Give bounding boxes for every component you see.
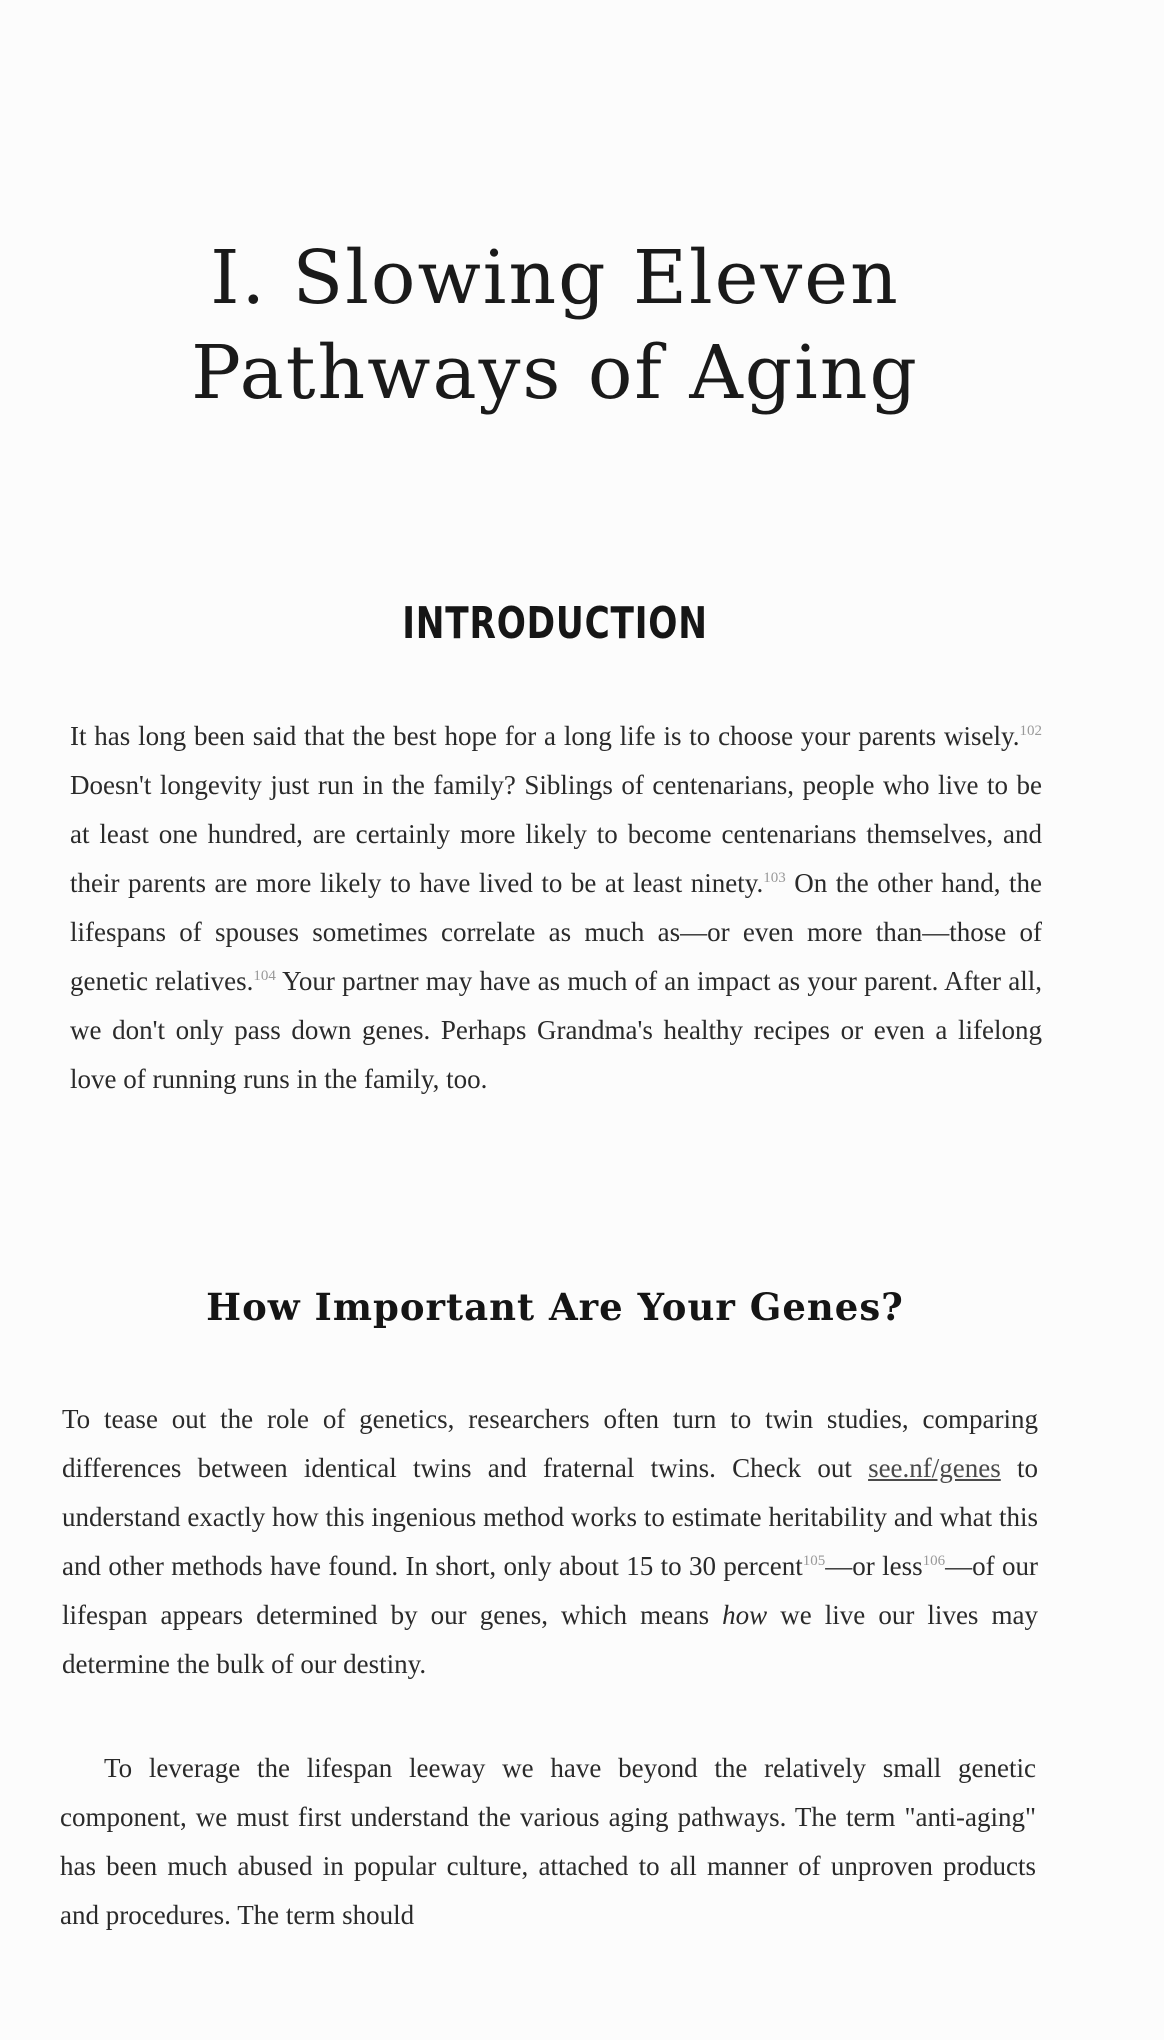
footnote-marker[interactable]: 103 [763, 870, 786, 886]
genes-text-4: —of our lifespan appears determined by our genes, which means [62, 1551, 1039, 1630]
genes-emphasis: how [722, 1600, 768, 1630]
section-heading: How Important Are Your Genes? [206, 1285, 904, 1329]
genes-text-3: —or less [825, 1551, 923, 1581]
genes-paragraph-1 [62, 1395, 1038, 1689]
intro-text-4: Your partner may have as much of an impact as your parent. After all, we don't only pass down genes. Perhaps Grandma's healthy recipes or even a lifelong love of running runs in the family, too. [70, 966, 1042, 1094]
genes-text-1: To tease out the role of genetics, researchers often turn to twin studies, comparing differences between identical twins and fraternal twins. Check out [62, 1404, 1038, 1483]
intro-text-2: Doesn't longevity just run in the family? Siblings of centenarians, people who live to be at least one hundred, are certainly more likely to become centenarians themselves, and their parents are more likely to have lived to be at least ninety. [70, 770, 1042, 898]
intro-paragraph [70, 712, 1042, 1104]
genes-text-5: we live our lives may determine the bulk of our destiny. [62, 1600, 1038, 1679]
footnote-marker[interactable]: 102 [1019, 723, 1042, 739]
footnote-marker[interactable]: 105 [802, 1553, 826, 1569]
part-title-line-2: Pathways of Aging [191, 330, 919, 416]
chapter-heading: INTRODUCTION [402, 598, 708, 649]
part-title-line-1: I. Slowing Eleven [210, 235, 900, 321]
intro-text-3: On the other hand, the lifespans of spouses sometimes correlate as much as—or even more than—those of genetic relatives. [70, 868, 1042, 996]
footnote-marker[interactable]: 104 [253, 968, 276, 984]
genes-paragraph-2: To leverage the lifespan leeway we have beyond the relatively small genetic component, we must first understand the various aging pathways. The term "anti-aging" has been much abused in popular culture, attached to all manner of unproven products and procedures. The term should [60, 1753, 1036, 1930]
genes-link[interactable]: see.nf/genes [868, 1453, 1001, 1483]
intro-text-1: It has long been said that the best hope for a long life is to choose your parents wisely. [70, 721, 1020, 751]
genes-text-2: to understand exactly how this ingenious method works to estimate heritability and what this and other methods have found. In short, only about 15 to 30 percent [62, 1453, 1038, 1581]
footnote-marker[interactable]: 106 [922, 1553, 946, 1569]
